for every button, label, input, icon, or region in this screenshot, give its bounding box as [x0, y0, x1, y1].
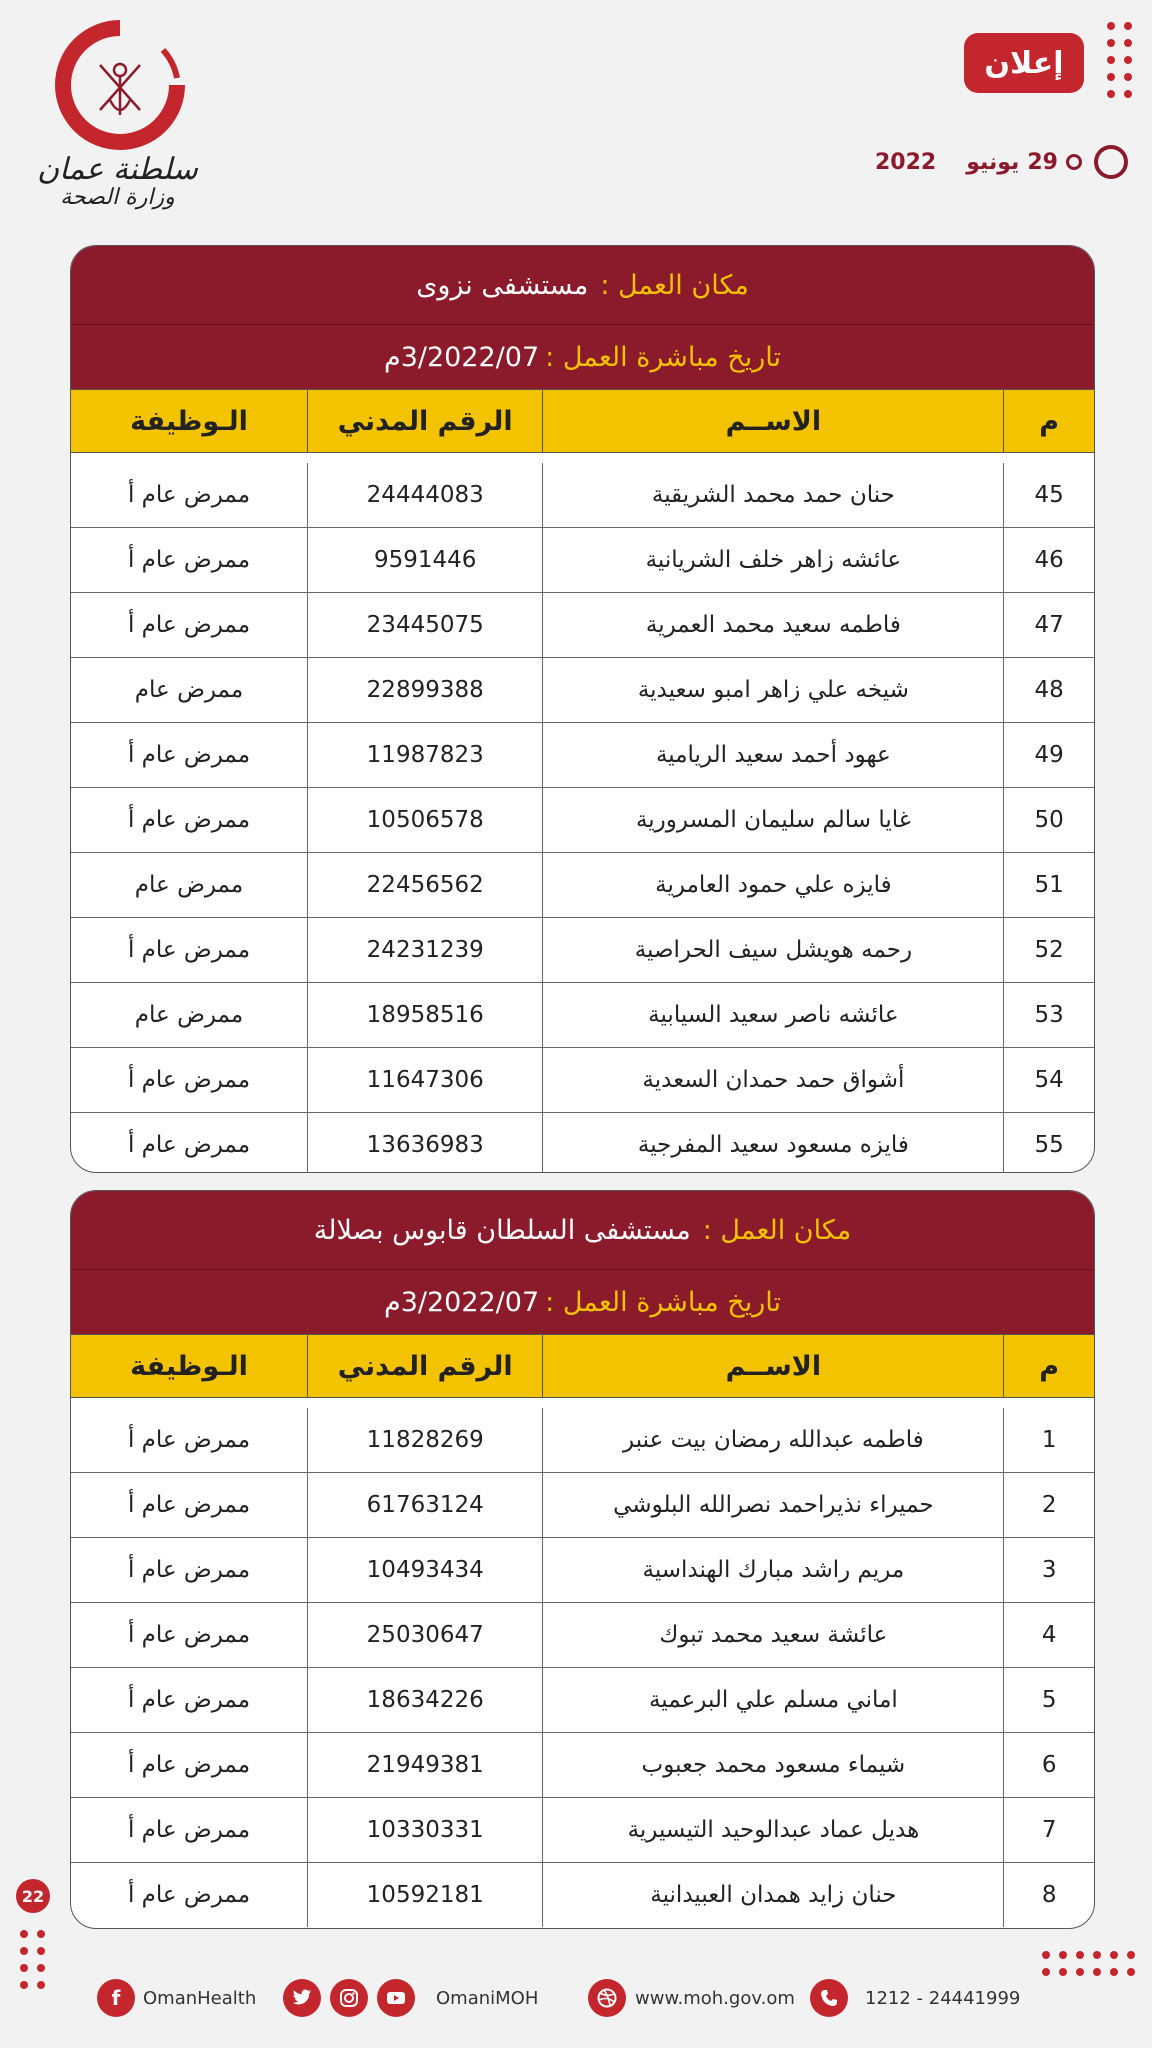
ministry-logo: [30, 20, 198, 210]
civil-id: 18634226: [307, 1668, 542, 1733]
job-title: ممرض عام أ: [71, 528, 307, 593]
job-title: ممرض عام أ: [71, 1408, 307, 1473]
civil-id: 61763124: [307, 1473, 542, 1538]
table-header-row: [71, 390, 1094, 453]
employee-name: أشواق حمد حمدان السعدية: [543, 1048, 1004, 1113]
instagram-icon: [330, 1979, 368, 2017]
decorative-dot: [20, 1964, 28, 1972]
job-title: ممرض عام أ: [127, 1132, 251, 1158]
civil-id: 11828269: [307, 1408, 542, 1473]
workplace-name: مستشفى نزوى: [416, 269, 589, 301]
start-date-value: 3/2022/07م: [383, 341, 540, 373]
employee-name: فاطمه عبدالله رمضان بيت عنبر: [543, 1408, 1004, 1473]
decorative-dots-top: [1107, 22, 1132, 98]
start-date-header: [71, 1269, 1094, 1334]
start-date-header: [71, 324, 1094, 389]
logo-country-text: سلطنة عمان: [37, 152, 198, 187]
employee-name: هديل عماد عبدالوحيد التيسيرية: [543, 1798, 1004, 1863]
job-title: ممرض عام أ: [71, 1538, 307, 1603]
civil-id: 11647306: [307, 1048, 542, 1113]
workplace-header: [71, 246, 1094, 324]
column-header-number: م: [1004, 390, 1094, 453]
job-title: ممرض عام: [71, 658, 307, 723]
decorative-dot: [1124, 39, 1132, 47]
employee-name: حنان زايد همدان العبيدانية: [543, 1863, 1004, 1928]
row-number: 2: [1004, 1473, 1094, 1538]
employee-name: شيماء مسعود محمد جعبوب: [543, 1733, 1004, 1798]
job-title: ممرض عام أ: [71, 1603, 307, 1668]
table-row: [71, 1408, 1094, 1473]
date-circle-small-icon: [1066, 154, 1082, 170]
table-row: [71, 983, 1094, 1048]
date-year: 2022: [875, 149, 937, 175]
youtube-link[interactable]: [377, 1975, 415, 2021]
job-title: ممرض عام: [71, 853, 307, 918]
workplace-header: [71, 1191, 1094, 1269]
decorative-dot: [1124, 56, 1132, 64]
employee-name: فايزه علي حمود العامرية: [543, 853, 1004, 918]
row-number: 51: [1004, 853, 1094, 918]
decorative-dot: [20, 1947, 28, 1955]
row-number: 8: [1004, 1863, 1094, 1928]
row-number: 53: [1004, 983, 1094, 1048]
employee-name: مريم راشد مبارك الهنداسية: [543, 1538, 1004, 1603]
start-date-label: تاريخ مباشرة العمل :: [545, 1286, 782, 1318]
job-title: ممرض عام أ: [71, 463, 307, 528]
decorative-dot: [1127, 1951, 1135, 1959]
employee-name: حميراء نذيراحمد نصرالله البلوشي: [543, 1473, 1004, 1538]
row-number: 50: [1004, 788, 1094, 853]
date-day: 29: [1027, 149, 1058, 175]
announcement-date: [875, 142, 1128, 182]
decorative-dot: [1093, 1951, 1101, 1959]
workplace-label: مكان العمل :: [702, 1214, 852, 1246]
start-date-label: تاريخ مباشرة العمل :: [545, 341, 782, 373]
job-title: ممرض عام أ: [71, 788, 307, 853]
civil-id: 23445075: [307, 593, 542, 658]
logo-emblem-icon: [55, 20, 185, 150]
table-row: [71, 528, 1094, 593]
table-row: [71, 1048, 1094, 1113]
civil-id: 11987823: [307, 723, 542, 788]
job-title: ممرض عام أ: [71, 1048, 307, 1113]
twitter-icon: [283, 1979, 321, 2017]
table-body: [71, 453, 1094, 1174]
table-row: [71, 658, 1094, 723]
job-title: ممرض عام أ: [71, 723, 307, 788]
row-number: 54: [1004, 1048, 1094, 1113]
table-row: [71, 1473, 1094, 1538]
civil-id: 13636983: [307, 1113, 542, 1174]
row-number: 52: [1004, 918, 1094, 983]
civil-id: 25030647: [307, 1603, 542, 1668]
table-header-row: [71, 1335, 1094, 1398]
civil-id: 10592181: [307, 1863, 542, 1928]
job-title: ممرض عام أ: [71, 1668, 307, 1733]
employee-name: اماني مسلم علي البرعمية: [543, 1668, 1004, 1733]
civil-id: 22899388: [307, 658, 542, 723]
row-number: 6: [1004, 1733, 1094, 1798]
phone-icon-link[interactable]: [810, 1975, 848, 2021]
column-header-name: الاســم: [543, 390, 1004, 453]
decorative-dot: [1124, 22, 1132, 30]
decorative-dot: [1107, 56, 1115, 64]
decorative-dot: [1110, 1951, 1118, 1959]
civil-id: 10506578: [307, 788, 542, 853]
decorative-dot: [20, 1930, 28, 1938]
decorative-dot: [1124, 90, 1132, 98]
website-link[interactable]: www.moh.gov.om: [635, 1987, 795, 2009]
date-month: يونيو: [966, 149, 1020, 175]
table-gap-row: [71, 1398, 1094, 1409]
row-number: 48: [1004, 658, 1094, 723]
job-title: ممرض عام أ: [71, 593, 307, 658]
job-title: ممرض عام أ: [127, 1882, 251, 1908]
decorative-dot: [1107, 39, 1115, 47]
facebook-icon: f: [97, 1979, 135, 2017]
table-row: [71, 1113, 1094, 1174]
table-row: [71, 1668, 1094, 1733]
row-number: 5: [1004, 1668, 1094, 1733]
decorative-dot: [1076, 1951, 1084, 1959]
row-number: 47: [1004, 593, 1094, 658]
table-row: [71, 1603, 1094, 1668]
decorative-dot: [1042, 1951, 1050, 1959]
footer-contacts: [0, 1975, 1152, 2021]
facebook-link[interactable]: [97, 1975, 256, 2021]
employee-name: عائشه ناصر سعيد السيابية: [543, 983, 1004, 1048]
employee-name: حنان حمد محمد الشريقية: [543, 463, 1004, 528]
phone-icon: [810, 1979, 848, 2017]
civil-id: 18958516: [307, 983, 542, 1048]
workplace-name: مستشفى السلطان قابوس بصلالة: [313, 1214, 691, 1246]
column-header-job: الـوظيفة: [71, 1335, 307, 1398]
row-number: 49: [1004, 723, 1094, 788]
decorative-dot: [37, 1930, 45, 1938]
page-number-badge: 22: [16, 1879, 50, 1913]
job-title: ممرض عام أ: [71, 918, 307, 983]
workplace-label: مكان العمل :: [600, 269, 749, 301]
employee-name: رحمه هويشل سيف الحراصية: [543, 918, 1004, 983]
row-number: 55: [1004, 1113, 1094, 1174]
row-number: 1: [1004, 1408, 1094, 1473]
column-header-job: الـوظيفة: [71, 390, 307, 453]
table-gap-row: [71, 453, 1094, 464]
row-number: 4: [1004, 1603, 1094, 1668]
table-row: [71, 853, 1094, 918]
civil-id: 21949381: [307, 1733, 542, 1798]
row-number: 7: [1004, 1798, 1094, 1863]
date-circle-big-icon: [1094, 145, 1128, 179]
start-date-value: 3/2022/07م: [383, 1286, 540, 1318]
dribbble-icon: [588, 1979, 626, 2017]
employee-name: غايا سالم سليمان المسرورية: [543, 788, 1004, 853]
decorative-dot: [1107, 73, 1115, 81]
column-header-civil-id: الرقم المدني: [307, 390, 542, 453]
decorative-dot: [1107, 90, 1115, 98]
civil-id: 24444083: [307, 463, 542, 528]
twitter-link[interactable]: [283, 1975, 321, 2021]
job-title: ممرض عام أ: [71, 1473, 307, 1538]
employee-name: فاطمه سعيد محمد العمرية: [543, 593, 1004, 658]
row-number: 3: [1004, 1538, 1094, 1603]
employee-name: عهود أحمد سعيد الريامية: [543, 723, 1004, 788]
staff-table: [71, 1334, 1094, 1927]
employee-name: عائشه زاهر خلف الشريانية: [543, 528, 1004, 593]
row-number: 45: [1004, 463, 1094, 528]
column-header-civil-id: الرقم المدني: [307, 1335, 542, 1398]
decorative-dot: [37, 1947, 45, 1955]
job-title: ممرض عام: [71, 983, 307, 1048]
employee-name: فايزه مسعود سعيد المفرجية: [543, 1113, 1004, 1174]
table-row: [71, 1798, 1094, 1863]
civil-id: 22456562: [307, 853, 542, 918]
facebook-handle: OmanHealth: [143, 1987, 257, 2009]
table-body: [71, 1398, 1094, 1928]
logo-ministry-text: وزارة الصحة: [60, 185, 175, 210]
section-nizwa: [70, 245, 1095, 1173]
table-row: [71, 463, 1094, 528]
table-row: [71, 1863, 1094, 1928]
announcement-badge: إعلان: [964, 33, 1084, 93]
row-number: 46: [1004, 528, 1094, 593]
table-row: [71, 918, 1094, 983]
employee-name: شيخه علي زاهر امبو سعيدية: [543, 658, 1004, 723]
column-header-name: الاســم: [543, 1335, 1004, 1398]
decorative-dot: [1059, 1951, 1067, 1959]
youtube-icon: [377, 1979, 415, 2017]
decorative-dot: [1107, 22, 1115, 30]
website-icon-link[interactable]: [588, 1975, 626, 2021]
job-title: ممرض عام أ: [71, 1733, 307, 1798]
column-header-number: م: [1004, 1335, 1094, 1398]
civil-id: 9591446: [307, 528, 542, 593]
civil-id: 10493434: [307, 1538, 542, 1603]
phone-number: 1212 - 24441999: [865, 1987, 1021, 2009]
decorative-dot: [37, 1964, 45, 1972]
decorative-dots-bottom: [1042, 1951, 1135, 1976]
table-row: [71, 593, 1094, 658]
social-handle[interactable]: OmaniMOH: [436, 1987, 539, 2009]
table-row: [71, 788, 1094, 853]
decorative-dot: [1124, 73, 1132, 81]
table-row: [71, 723, 1094, 788]
job-title: ممرض عام أ: [71, 1798, 307, 1863]
table-row: [71, 1538, 1094, 1603]
employee-name: عائشة سعيد محمد تبوك: [543, 1603, 1004, 1668]
civil-id: 10330331: [307, 1798, 542, 1863]
table-row: [71, 1733, 1094, 1798]
section-salalah: [70, 1190, 1095, 1929]
staff-table: [71, 389, 1094, 1173]
instagram-link[interactable]: [330, 1975, 368, 2021]
civil-id: 24231239: [307, 918, 542, 983]
